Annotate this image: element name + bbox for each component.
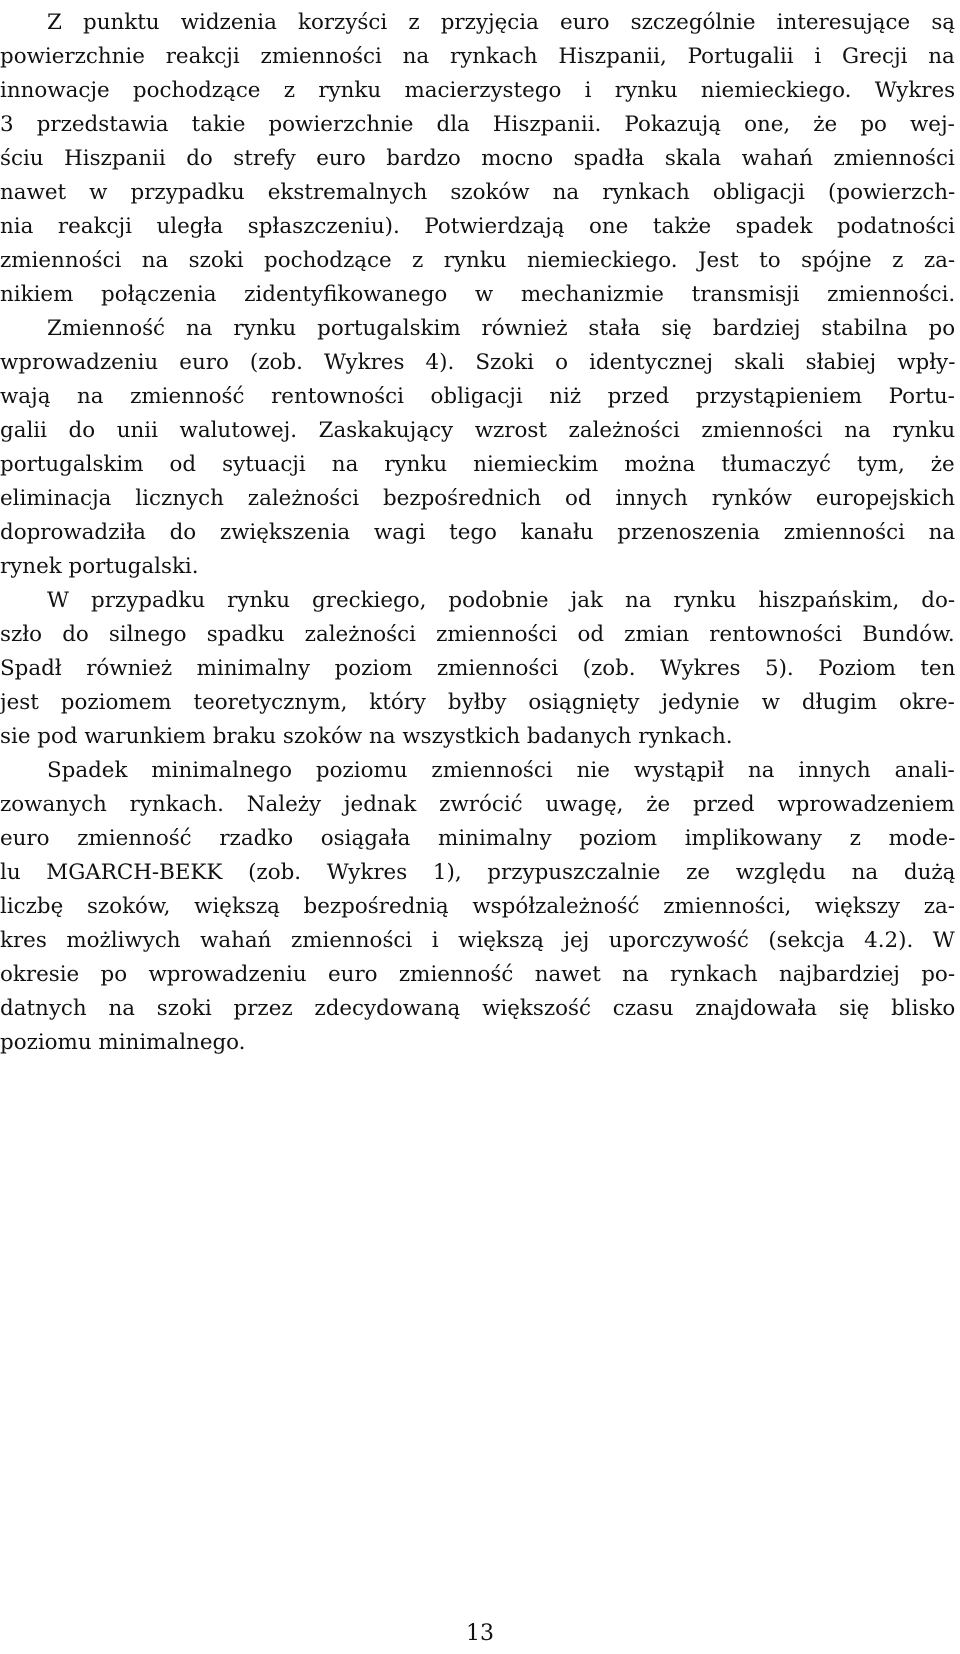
text-line: nikiem połączenia zidentyfikowanego w mechanizmie transmisji zmienności.	[0, 282, 956, 307]
text-line: Zmienność na rynku portugalskim również stała się bardziej stabilna po	[47, 316, 956, 341]
text-line: sie pod warunkiem braku szoków na wszystkich badanych rynkach.	[0, 724, 733, 749]
text-line: ściu Hiszpanii do strefy euro bardzo mocno spadła skala wahań zmienności	[0, 146, 955, 171]
text-line: Spadek minimalnego poziomu zmienności nie wystąpił na innych anali-	[47, 758, 955, 783]
text-line: nia reakcji uległa spłaszczeniu). Potwierdzają one także spadek podatności	[0, 214, 956, 239]
text-line: zmienności na szoki pochodzące z rynku niemieckiego. Jest to spójne z za-	[0, 248, 956, 273]
text-line: doprowadziła do zwiększenia wagi tego kanału przenoszenia zmienności na	[0, 520, 956, 545]
text-line: lu MGARCH-BEKK (zob. Wykres 1), przypuszczalnie ze względu na dużą	[0, 860, 956, 885]
text-line: powierzchnie reakcji zmienności na rynkach Hiszpanii, Portugalii i Grecji na	[0, 44, 955, 69]
page-number: 13	[466, 1621, 494, 1646]
text-line: nawet w przypadku ekstremalnych szoków na rynkach obligacji (powierzch-	[0, 180, 956, 205]
text-line: Spadł również minimalny poziom zmienności (zob. Wykres 5). Poziom ten	[0, 656, 956, 681]
text-line: innowacje pochodzące z rynku macierzystego i rynku niemieckiego. Wykres	[0, 78, 956, 103]
text-line: poziomu minimalnego.	[0, 1030, 246, 1055]
text-line: jest poziomem teoretycznym, który byłby osiągnięty jedynie w długim okre-	[0, 690, 955, 715]
text-line: eliminacja licznych zależności bezpośrednich od innych rynków europejskich	[0, 486, 955, 511]
text-line: euro zmienność rzadko osiągała minimalny poziom implikowany z mode-	[0, 826, 956, 851]
text-line: wprowadzeniu euro (zob. Wykres 4). Szoki o identycznej skali słabiej wpły-	[0, 350, 956, 375]
text-line: szło do silnego spadku zależności zmienności od zmian rentowności Bundów.	[0, 622, 955, 647]
text-line: kres możliwych wahań zmienności i większą jej uporczywość (sekcja 4.2). W	[0, 928, 955, 953]
text-line: portugalskim od sytuacji na rynku niemieckim można tłumaczyć tym, że	[0, 452, 955, 477]
text-line: wają na zmienność rentowności obligacji niż przed przystąpieniem Portu-	[0, 384, 955, 409]
text-line: W przypadku rynku greckiego, podobnie jak na rynku hiszpańskim, do-	[47, 588, 956, 613]
text-line: rynek portugalski.	[0, 554, 199, 579]
text-line: 3 przedstawia takie powierzchnie dla Hiszpanii. Pokazują one, że po wej-	[0, 112, 955, 137]
text-line: Z punktu widzenia korzyści z przyjęcia euro szczególnie interesujące są	[47, 10, 956, 35]
text-line: datnych na szoki przez zdecydowaną większość czasu znajdowała się blisko	[0, 996, 956, 1021]
text-line: galii do unii walutowej. Zaskakujący wzrost zależności zmienności na rynku	[0, 418, 956, 443]
text-line: okresie po wprowadzeniu euro zmienność nawet na rynkach najbardziej po-	[0, 962, 956, 987]
text-line: zowanych rynkach. Należy jednak zwrócić uwagę, że przed wprowadzeniem	[0, 792, 955, 817]
text-line: liczbę szoków, większą bezpośrednią współzależność zmienności, większy za-	[0, 894, 955, 919]
